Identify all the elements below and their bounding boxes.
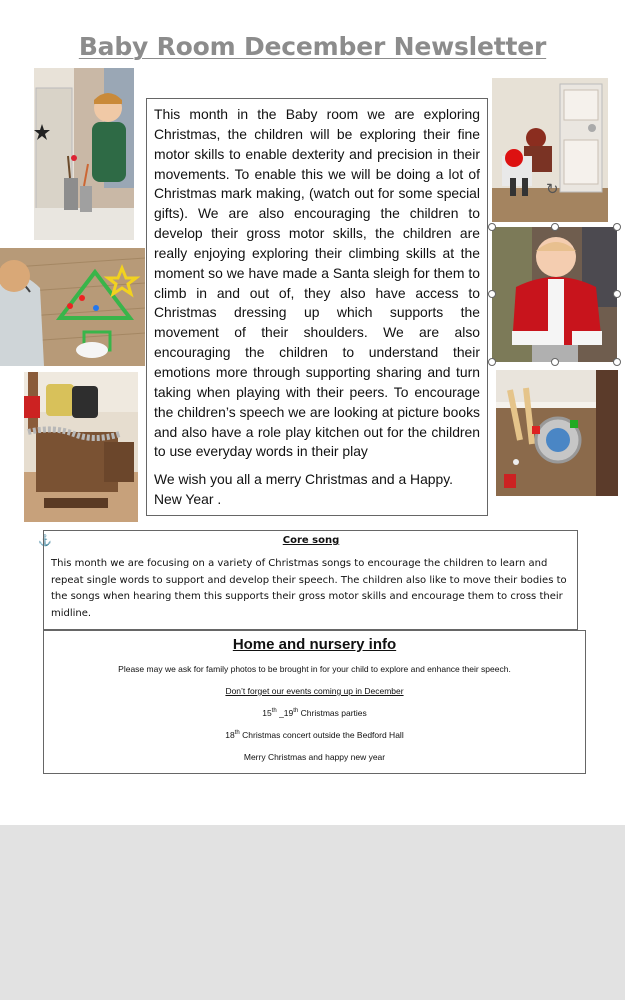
core-song-box[interactable] [43, 530, 578, 630]
core-song-text: This month we are focusing on a variety of Christmas songs to encourage the children to learn and repeat single words to support and develop their speech. The children also like to move their bodies to the songs when hearing them this supports their gross motor skills and encourage them to cross their midline. [51, 558, 567, 619]
event-christmas-concert: 18th Christmas concert outside the Bedford Hall [225, 730, 404, 740]
resize-handle-top-left[interactable] [488, 223, 496, 231]
closing-greeting: Merry Christmas and happy new year [243, 752, 386, 762]
resize-handle-bottom-right[interactable] [613, 358, 621, 366]
intro-paragraph: This month in the Baby room we are exploring Christmas, the children will be exploring their fine motor skills to enable dexterity and precision in their movements. To enable this we will be doing a lot of Christmas mark making, (watch out for some special gifts). We are also encouraging the children to develop their gross motor skills, the children are really enjoying exploring their climbing skills at the moment so we have made a Santa sleigh for them to climb in and out of, they also have access to Christmas dressing up which supports the movement of their shoulders. We are also encouraging the children to understand their emotions more through supporting sharing and turn taking when playing with their peers. To encourage the children’s speech we are looking at picture books and also have a role play kitchen out for the children to use everyday words in their play [154, 106, 480, 460]
resize-handle-middle-left[interactable] [488, 290, 496, 298]
resize-handle-bottom-middle[interactable] [551, 358, 559, 366]
core-song-title: Core song [282, 535, 340, 546]
photo-child-santa-outfit[interactable] [492, 227, 617, 362]
home-nursery-info-box[interactable] [43, 630, 586, 774]
resize-handle-middle-right[interactable] [613, 290, 621, 298]
photo-child-painting [34, 68, 134, 240]
resize-handle-bottom-left[interactable] [488, 358, 496, 366]
photo-toys-on-carpet [496, 370, 618, 496]
resize-handle-top-middle[interactable] [551, 223, 559, 231]
photo-play-kitchen [492, 78, 608, 222]
main-text-box[interactable] [146, 98, 488, 516]
home-nursery-info-title: Home and nursery info [232, 636, 397, 653]
christmas-wishes: We wish you all a merry Christmas and a Happy. New Year . [154, 471, 454, 508]
anchor-icon: ⚓ [38, 535, 52, 547]
photo-santa-sleigh [24, 372, 138, 522]
events-heading: Don’t forget our events coming up in December [225, 686, 404, 696]
page-background-band [0, 825, 625, 1000]
event-christmas-parties: 15th _19th Christmas parties [262, 708, 367, 718]
photos-request: Please may we ask for family photos to be brought in for your child to explore and enhance their speech. [118, 664, 511, 674]
photo-tape-christmas-tree [0, 248, 145, 366]
page-title: Baby Room December Newsletter [78, 32, 547, 61]
resize-handle-top-right[interactable] [613, 223, 621, 231]
rotate-handle-icon[interactable]: ↻ [546, 181, 559, 198]
